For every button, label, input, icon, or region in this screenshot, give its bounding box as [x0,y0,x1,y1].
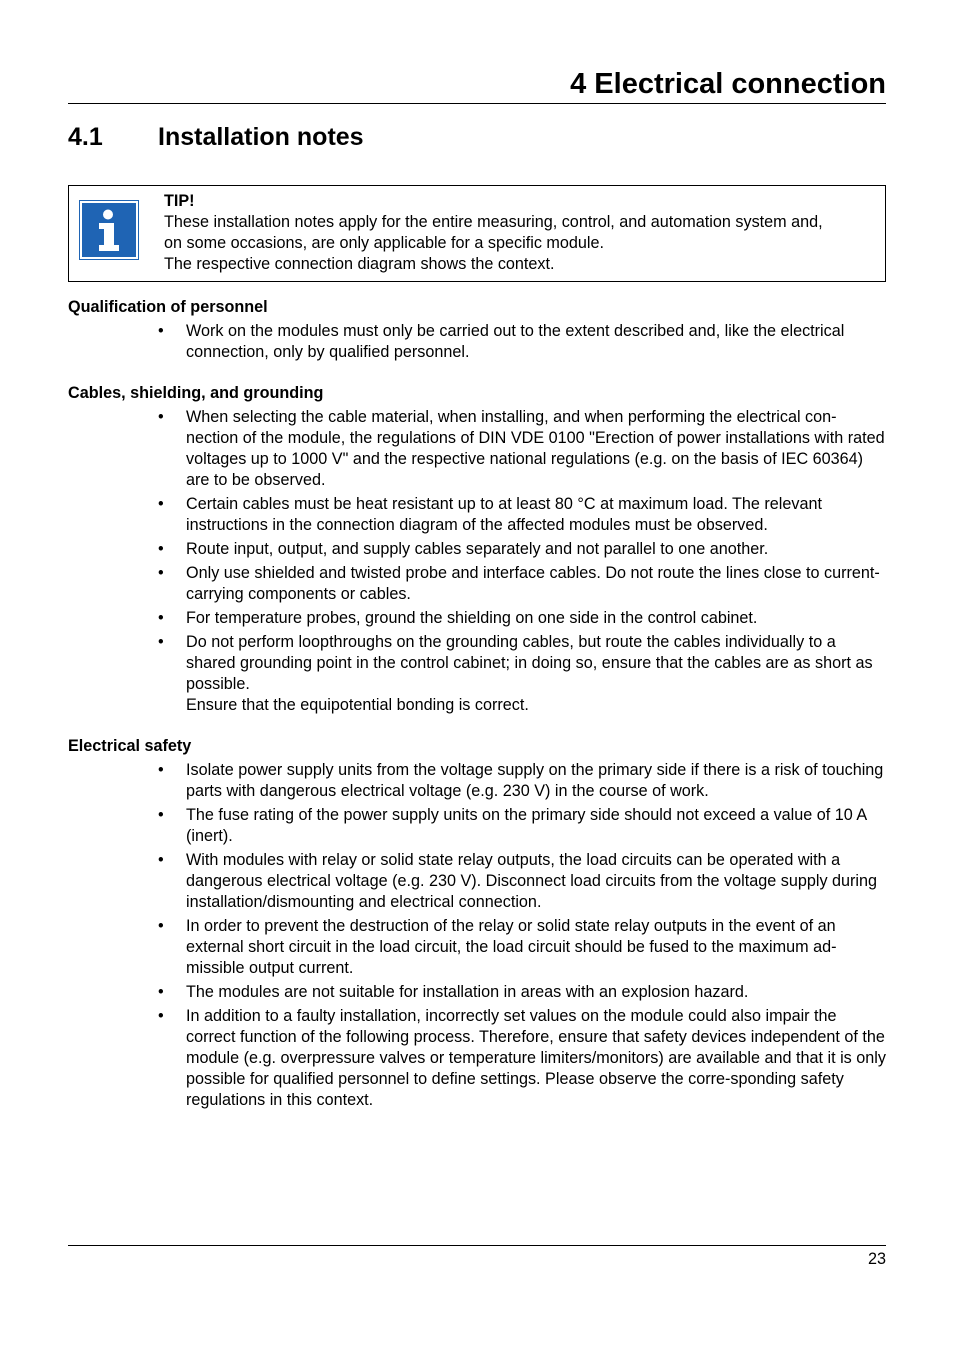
list-item-note: Ensure that the equipotential bonding is correct. [186,696,529,714]
qualification-heading: Qualification of personnel [68,298,268,316]
page-content [68,297,886,1114]
footer-rule [68,1245,886,1246]
list-item [186,632,886,716]
list-item: • Certain cables must be heat resistant up to at least 80 °C at maximum load. The relevant instructions in the connection diagram of the affected modules must be observed. [186,494,886,536]
cables-list [68,407,886,716]
section-heading [68,121,364,153]
list-item: • In order to prevent the destruction of the relay or solid state relay outputs in the event of an external short circuit in the load circuit, the load circuit should be fused to the maximum ad-missible output current. [186,916,886,979]
tip-box [68,185,886,282]
list-item: • In addition to a faulty installation, incorrectly set values on the module could also impair the correct function of the following process. Therefore, ensure that safety devices independent of the module (e.g. overpressure valves or temperature limiters/monitors) are available and that it is only possible for qualified personnel to define settings. Please observe the corre-sponding safety regulations in this context. [186,1006,886,1111]
list-item: • The fuse rating of the power supply units on the primary side should not exceed a value of 10 A (inert). [186,805,886,847]
electrical-safety-list [68,760,886,1111]
tip-line: The respective connection diagram shows the context. [164,255,555,273]
list-item-text: • Do not perform loopthroughs on the grounding cables, but route the cables individually to a shared grounding point in the control cabinet; in doing so, ensure that the cables are as short as possible. [186,633,873,693]
header-rule [68,103,886,104]
info-icon [79,200,139,260]
chapter-title: 4 Electrical connection [570,68,886,100]
list-item: • The modules are not suitable for installation in areas with an explosion hazard. [186,982,886,1003]
tip-line: on some occasions, are only applicable for a specific module. [164,234,604,252]
list-item: • Isolate power supply units from the voltage supply on the primary side if there is a risk of touching parts with dangerous electrical voltage (e.g. 230 V) in the course of work. [186,760,886,802]
list-item: • When selecting the cable material, when installing, and when performing the electrical con-nection of the module, the regulations of DIN VDE 0100 "Erection of power installations with rated voltages up to 1000 V" and the respective national regulations (e.g. on the basis of IEC 60364) are to be observed. [186,407,886,491]
electrical-safety-heading: Electrical safety [68,737,192,755]
qualification-list [68,321,886,363]
tip-text [164,191,879,275]
tip-label: TIP! [164,192,195,210]
tip-line: These installation notes apply for the entire measuring, control, and automation system and, [164,213,823,231]
list-item: • With modules with relay or solid state relay outputs, the load circuits can be operated with a dangerous electrical voltage (e.g. 230 V). Disconnect load circuits from the voltage supply during installation/dismounting and electrical connection. [186,850,886,913]
cables-heading: Cables, shielding, and grounding [68,384,324,402]
section-title: Installation notes [158,123,364,151]
list-item: • Route input, output, and supply cables separately and not parallel to one another. [186,539,886,560]
page-number: 23 [867,1250,886,1268]
list-item: • Only use shielded and twisted probe and interface cables. Do not route the lines close to current-carrying components or cables. [186,563,886,605]
list-item: • Work on the modules must only be carried out to the extent described and, like the electrical connection, only by qualified personnel. [186,321,886,363]
list-item: • For temperature probes, ground the shielding on one side in the control cabinet. [186,608,886,629]
section-number: 4.1 [68,123,103,151]
